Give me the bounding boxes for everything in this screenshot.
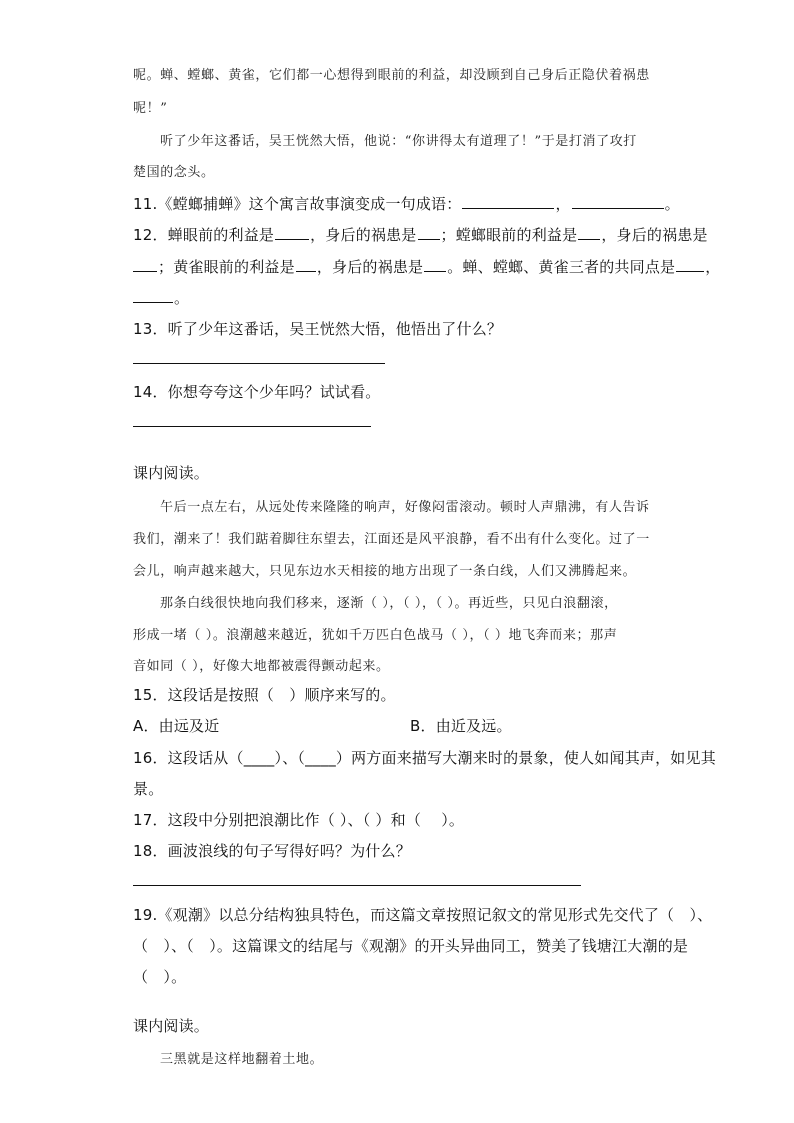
- question-15: 15．这段话是按照（ ）顺序来写的。: [133, 686, 396, 704]
- passage-line: 午后一点左右，从远处传来隆隆的响声，好像闷雷滚动。顿时人声鼎沸，有人告诉: [160, 500, 650, 515]
- passage-line: 听了少年这番话，吴王恍然大悟，他说：“你讲得太有道理了！”于是打消了攻打: [160, 134, 637, 149]
- option-a[interactable]: A．由远及近: [133, 717, 220, 735]
- question-13: 13．听了少年这番话，吴王恍然大悟，他悟出了什么？: [133, 320, 503, 338]
- answer-blank[interactable]: [418, 225, 440, 240]
- question-19: 19.《观潮》以总分结构独具特色，而这篇文章按照记叙文的常见形式先交代了（ ）、: [133, 906, 713, 924]
- question-12-line3: [133, 287, 189, 308]
- question-19-cont: （ ）、（ ）。这篇课文的结尾与《观潮》的开头异曲同工，赞美了钱塘江大潮的是: [133, 937, 689, 955]
- question-text: 12．蝉眼前的利益是: [133, 226, 275, 244]
- question-17: 17．这段中分别把浪潮比作（ ）、（ ）和（ ）。: [133, 811, 465, 829]
- passage-line: 形成一堵（ ）。浪潮越来越近，犹如千万匹白色战马（ ），（ ）地飞奔而来；那声: [133, 628, 618, 643]
- passage-line: 楚国的念头。: [133, 165, 215, 180]
- question-16-cont: 景。: [133, 780, 164, 798]
- punctuation: 。: [174, 289, 190, 307]
- answer-line[interactable]: [133, 363, 385, 364]
- answer-line[interactable]: [133, 426, 371, 427]
- question-19-cont: （ ）。: [133, 968, 187, 986]
- question-text: ，身后的祸患是: [316, 258, 424, 276]
- passage-line: 那条白线很快地向我们移来，逐渐（ ），（ ），（ ）。再近些，只见白浪翻滚，: [160, 596, 618, 611]
- question-text: ；黄雀眼前的利益是: [158, 258, 295, 276]
- question-text: 。蝉、螳螂、黄雀三者的共同点是: [447, 258, 676, 276]
- passage-line: 音如同（ ），好像大地都被震得颤动起来。: [133, 659, 390, 674]
- answer-line[interactable]: [133, 885, 581, 886]
- question-11: [133, 193, 680, 214]
- passage-line: 呢。蝉、螳螂、黄雀，它们都一心想得到眼前的利益，却没顾到自己身后正隐伏着祸患: [133, 68, 650, 83]
- passage-line: 会儿，响声越来越大，只见东边水天相接的地方出现了一条白线，人们又沸腾起来。: [133, 564, 637, 579]
- punctuation: ，: [705, 258, 721, 276]
- question-12-line2: [133, 256, 720, 277]
- answer-blank[interactable]: [676, 257, 704, 272]
- passage-line: 呢！”: [133, 101, 168, 116]
- question-18: 18．画波浪线的句子写得好吗？为什么？: [133, 842, 411, 860]
- question-16: 16．这段话从（____）、（____）两方面来描写大潮来时的景象，使人如闻其声，如见其: [133, 749, 716, 767]
- answer-blank[interactable]: [275, 225, 309, 240]
- answer-blank[interactable]: [578, 225, 600, 240]
- section-title: 课内阅读。: [133, 464, 210, 482]
- question-text: ，身后的祸患是: [601, 226, 708, 244]
- question-text: 11.《螳螂捕蝉》这个寓言故事演变成一句成语：: [133, 195, 462, 213]
- question-text: ；螳螂眼前的利益是: [440, 226, 578, 244]
- option-b[interactable]: B．由近及远。: [410, 717, 512, 735]
- passage-line: 三黑就是这样地翻着土地。: [160, 1052, 324, 1067]
- answer-blank[interactable]: [133, 288, 173, 303]
- answer-blank[interactable]: [572, 194, 664, 209]
- section-title: 课内阅读。: [133, 1017, 210, 1035]
- answer-blank[interactable]: [296, 257, 316, 272]
- punctuation: 。: [664, 195, 680, 213]
- separator: ，: [555, 195, 571, 213]
- question-12-line1: [133, 224, 708, 245]
- question-14: 14．你想夸夸这个少年吗？试试看。: [133, 383, 381, 401]
- answer-blank[interactable]: [424, 257, 446, 272]
- answer-blank[interactable]: [462, 194, 554, 209]
- question-text: ，身后的祸患是: [310, 226, 417, 244]
- passage-line: 我们，潮来了！我们踮着脚往东望去，江面还是风平浪静，看不出有什么变化。过了一: [133, 532, 650, 547]
- answer-blank[interactable]: [133, 257, 157, 272]
